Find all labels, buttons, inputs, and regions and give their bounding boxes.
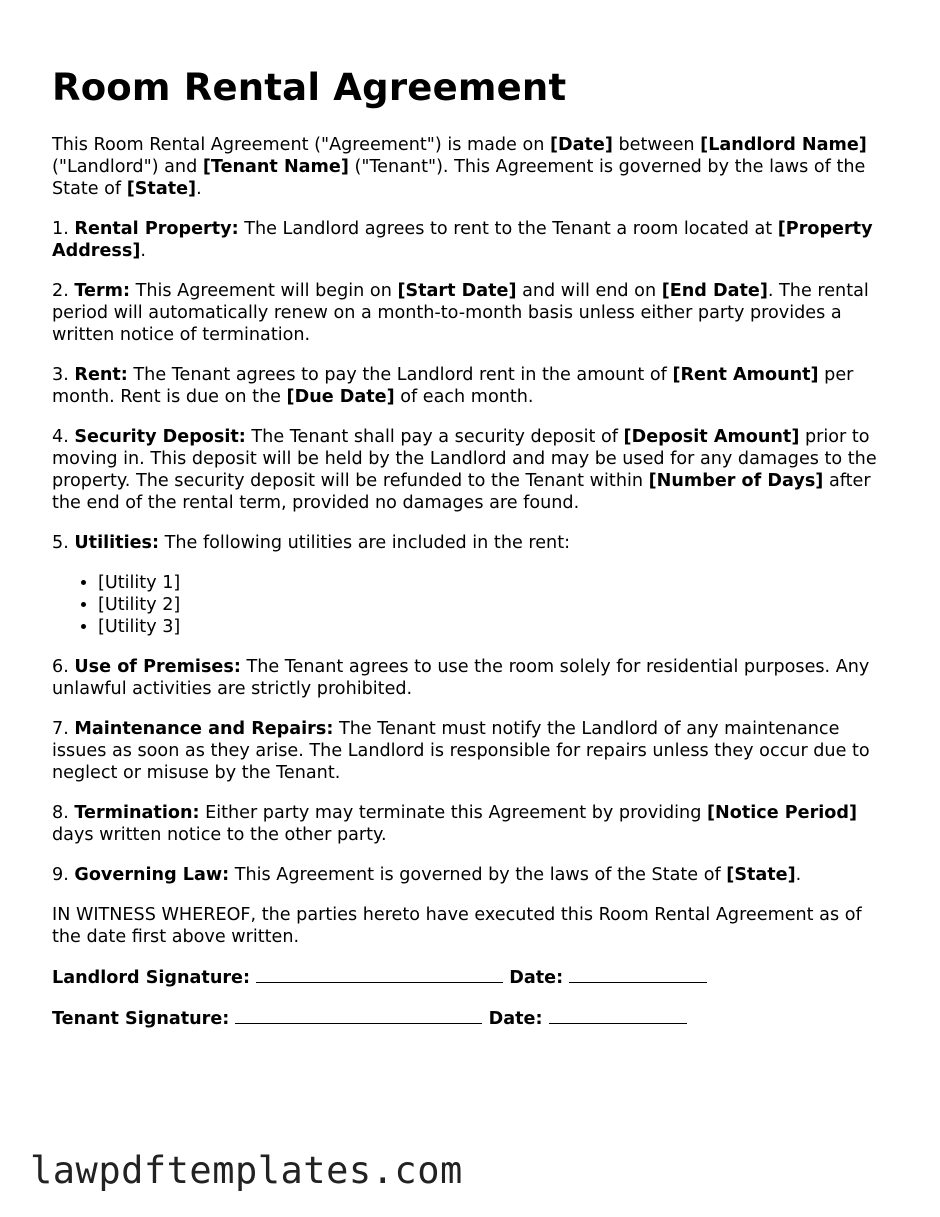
section-termination: 8. Termination: Either party may terminate this Agreement by providing [Notice Period] days written notice to the other party.	[52, 803, 858, 845]
date-placeholder: [Date]	[550, 135, 613, 155]
rent-amount-placeholder: [Rent Amount]	[672, 365, 819, 385]
document-page	[52, 62, 892, 1030]
landlord-name-placeholder: [Landlord Name]	[700, 135, 867, 155]
section-term: 2. Term: This Agreement will begin on [Start Date] and will end on [End Date]. The rental period will automatically renew on a month-to-month basis unless either party provides a written notice of termination.	[52, 281, 869, 345]
due-date-placeholder: [Due Date]	[286, 387, 395, 407]
document-title: Room Rental Agreement	[52, 66, 567, 109]
section-rental-property: 1. Rental Property: The Landlord agrees to rent to the Tenant a room located at [Property Address].	[52, 219, 873, 261]
list-item: • [Utility 1]	[98, 572, 892, 594]
section-utilities: 5. Utilities: The following utilities are included in the rent:	[52, 533, 571, 553]
tenant-date-blank[interactable]	[549, 1007, 687, 1024]
list-item: • [Utility 2]	[98, 594, 892, 616]
date-label: Date:	[509, 968, 564, 988]
section-maintenance: 7. Maintenance and Repairs: The Tenant must notify the Landlord of any maintenance issues as soon as they arise. The Landlord is responsible for repairs unless they occur due to neglect or misuse by the Tenant.	[52, 719, 870, 783]
landlord-signature-blank[interactable]	[256, 966, 503, 983]
section-rent: 3. Rent: The Tenant agrees to pay the Landlord rent in the amount of [Rent Amount] per month. Rent is due on the [Due Date] of each month.	[52, 365, 854, 407]
tenant-signature-label: Tenant Signature:	[52, 1009, 230, 1029]
tenant-signature-blank[interactable]	[235, 1007, 482, 1024]
footer-watermark: lawpdftemplates.com	[30, 1149, 463, 1192]
witness-paragraph: IN WITNESS WHEREOF, the parties hereto have executed this Room Rental Agreement as of the date first above written.	[52, 905, 862, 947]
date-label: Date:	[488, 1009, 543, 1029]
intro-paragraph: This Room Rental Agreement ("Agreement") is made on [Date] between [Landlord Name] ("Landlord") and [Tenant Name] ("Tenant"). This Agreement is governed by the laws of the State of [State].	[52, 135, 867, 199]
section-governing-law: 9. Governing Law: This Agreement is governed by the laws of the State of [State].	[52, 865, 802, 885]
number-of-days-placeholder: [Number of Days]	[648, 471, 824, 491]
landlord-signature-line	[52, 966, 892, 989]
state-placeholder: [State]	[126, 179, 197, 199]
section-security-deposit: 4. Security Deposit: The Tenant shall pay a security deposit of [Deposit Amount] prior to moving in. This deposit will be held by the Landlord and may be used for any damages to the property. The security deposit will be refunded to the Tenant within [Number of Days] after the end of the rental term, provided no damages are found.	[52, 427, 877, 513]
utilities-list	[52, 572, 892, 638]
landlord-signature-label: Landlord Signature:	[52, 968, 250, 988]
landlord-date-blank[interactable]	[569, 966, 707, 983]
property-address-placeholder: [Property Address]	[52, 219, 873, 261]
state-placeholder: [State]	[726, 865, 796, 885]
start-date-placeholder: [Start Date]	[397, 281, 517, 301]
tenant-signature-line	[52, 1007, 892, 1030]
section-use-of-premises: 6. Use of Premises: The Tenant agrees to use the room solely for residential purposes. Any unlawful activities are strictly prohibited.	[52, 657, 870, 699]
notice-period-placeholder: [Notice Period]	[706, 803, 858, 823]
tenant-name-placeholder: [Tenant Name]	[202, 157, 349, 177]
end-date-placeholder: [End Date]	[661, 281, 768, 301]
deposit-amount-placeholder: [Deposit Amount]	[623, 427, 800, 447]
list-item: • [Utility 3]	[98, 616, 892, 638]
